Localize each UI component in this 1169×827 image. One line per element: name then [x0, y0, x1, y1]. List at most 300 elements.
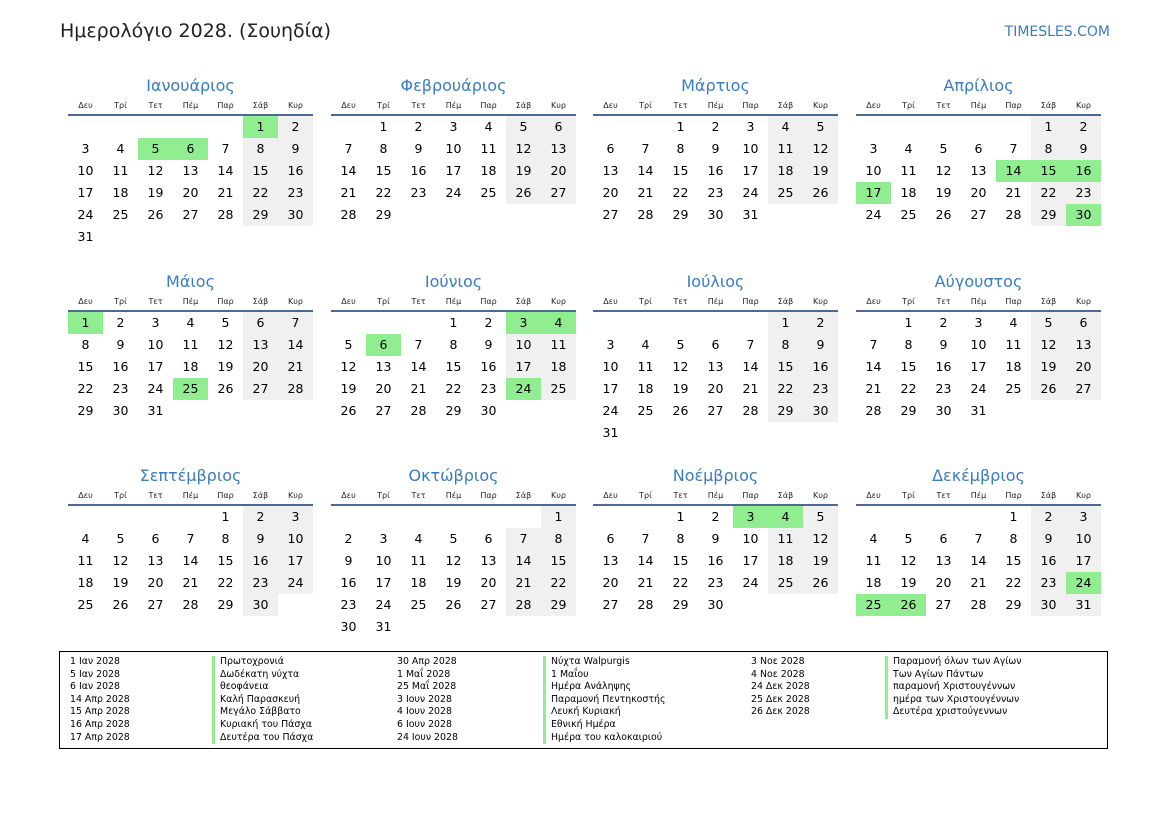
- month-block: [856, 464, 1101, 616]
- holiday-name: ημέρα των Χριστουγέννων: [893, 693, 1020, 705]
- holiday-day-cell: 6: [173, 138, 208, 160]
- day-cell: 14: [865, 359, 882, 374]
- empty-cell: [996, 116, 1031, 138]
- day-cell: 11: [77, 553, 94, 568]
- day-cell: 7: [641, 141, 650, 156]
- day-cell: 24: [445, 185, 462, 200]
- day-cell: 7: [1009, 141, 1018, 156]
- weekday-header: [68, 488, 313, 506]
- day-cell: 9: [484, 337, 493, 352]
- day-cell: 27: [243, 378, 278, 400]
- day-cell: 23: [803, 378, 838, 400]
- day-cell: 26: [112, 597, 129, 612]
- day-cell: 8: [449, 337, 458, 352]
- day-cell: 4: [1009, 315, 1018, 330]
- day-cell: 11: [410, 553, 427, 568]
- day-cell: 14: [410, 359, 427, 374]
- month-block: [68, 270, 313, 422]
- holiday-date: 1 Μαΐ 2028: [397, 668, 451, 680]
- day-cell: 27: [182, 207, 199, 222]
- day-cell: 18: [77, 575, 94, 590]
- day-cell: 6: [939, 531, 948, 546]
- weekday-label: Δευ: [866, 297, 881, 306]
- day-cell: 24: [865, 207, 882, 222]
- day-cell: 28: [1005, 207, 1022, 222]
- weekday-label: Τετ: [936, 101, 951, 110]
- day-cell: 9: [414, 141, 423, 156]
- day-cell: 16: [278, 160, 313, 182]
- weekday-label: Δευ: [341, 297, 356, 306]
- day-cell: 19: [506, 160, 541, 182]
- day-cell: 23: [480, 381, 497, 396]
- day-cell: 5: [939, 141, 948, 156]
- month-name: Ιανουάριος: [146, 76, 235, 95]
- weekday-label: Σάβ: [777, 101, 794, 110]
- day-cell: 7: [746, 337, 755, 352]
- day-cell: 25: [410, 597, 427, 612]
- day-cell: 11: [768, 138, 803, 160]
- day-cell: 21: [865, 381, 882, 396]
- day-cell: 1: [676, 119, 685, 134]
- empty-cell: [628, 116, 663, 138]
- weekday-label: Τετ: [673, 297, 688, 306]
- month-name: Οκτώβριος: [408, 466, 499, 485]
- day-cell: 8: [1031, 138, 1066, 160]
- day-cell: 8: [379, 141, 388, 156]
- day-cell: 17: [970, 359, 987, 374]
- day-cell: 23: [278, 182, 313, 204]
- day-cell: 12: [900, 553, 917, 568]
- day-cell: 29: [77, 403, 94, 418]
- day-cell: 6: [974, 141, 983, 156]
- weekday-label: Κυρ: [813, 101, 828, 110]
- day-cell: 18: [768, 160, 803, 182]
- month-block: [331, 270, 576, 422]
- day-cell: 29: [1031, 204, 1066, 226]
- weekday-label: Δευ: [341, 101, 356, 110]
- day-cell: 8: [243, 138, 278, 160]
- month-name: Ιούνιος: [424, 272, 483, 291]
- day-cell: 28: [217, 207, 234, 222]
- day-cell: 3: [379, 531, 388, 546]
- weekday-label: Τετ: [148, 101, 163, 110]
- day-cell: 8: [541, 528, 576, 550]
- empty-cell: [331, 506, 366, 528]
- day-cell: 2: [1066, 116, 1101, 138]
- day-cell: 2: [939, 315, 948, 330]
- day-cell: 22: [243, 182, 278, 204]
- day-cell: 22: [900, 381, 917, 396]
- holiday-date: 14 Απρ 2028: [70, 693, 130, 705]
- weekday-label: Τρί: [377, 101, 390, 110]
- day-cell: 20: [541, 160, 576, 182]
- day-cell: 26: [506, 182, 541, 204]
- weekday-label: Τρί: [114, 491, 127, 500]
- holiday-name: θεοφάνεια: [220, 681, 269, 693]
- weekday-label: Παρ: [742, 101, 759, 110]
- weekday-label: Τετ: [936, 491, 951, 500]
- month-block: [68, 74, 313, 248]
- holiday-day-cell: 4: [768, 506, 803, 528]
- day-cell: 16: [340, 575, 357, 590]
- empty-cell: [208, 116, 243, 138]
- day-cell: 3: [81, 141, 90, 156]
- day-cell: 15: [900, 359, 917, 374]
- day-cell: 1: [768, 312, 803, 334]
- day-cell: 4: [768, 116, 803, 138]
- day-cell: 4: [869, 531, 878, 546]
- day-cell: 19: [217, 359, 234, 374]
- day-cell: 10: [602, 359, 619, 374]
- day-cell: 29: [672, 207, 689, 222]
- day-cell: 16: [112, 359, 129, 374]
- holiday-day-cell: 1: [68, 312, 103, 334]
- day-cell: 26: [672, 403, 689, 418]
- holiday-legend: [59, 651, 1108, 749]
- month-block: [68, 464, 313, 616]
- empty-cell: [593, 116, 628, 138]
- day-cell: 27: [602, 207, 619, 222]
- empty-cell: [926, 506, 961, 528]
- day-cell: 19: [147, 185, 164, 200]
- day-cell: 26: [803, 572, 838, 594]
- day-cell: 23: [1031, 572, 1066, 594]
- weekday-label: Σάβ: [1040, 101, 1057, 110]
- day-cell: 1: [904, 315, 913, 330]
- site-link[interactable]: TIMESLES.COM: [1004, 24, 1110, 40]
- weekday-label: Σάβ: [252, 491, 269, 500]
- day-cell: 6: [1066, 312, 1101, 334]
- weekday-label: Κυρ: [813, 297, 828, 306]
- day-cell: 18: [865, 575, 882, 590]
- day-cell: 10: [742, 141, 759, 156]
- day-cell: 18: [900, 185, 917, 200]
- day-cell: 16: [707, 163, 724, 178]
- day-cell: 12: [803, 528, 838, 550]
- day-cell: 21: [217, 185, 234, 200]
- day-cell: 20: [602, 185, 619, 200]
- holiday-date: 6 Ιουν 2028: [397, 718, 452, 730]
- holiday-day-cell: 25: [173, 378, 208, 400]
- day-cell: 6: [151, 531, 160, 546]
- weekday-label: Τρί: [377, 297, 390, 306]
- day-cell: 18: [1005, 359, 1022, 374]
- weekday-label: Πέμ: [445, 297, 462, 306]
- holiday-day-cell: 4: [541, 312, 576, 334]
- weekday-label: Παρ: [217, 491, 234, 500]
- day-cell: 15: [672, 553, 689, 568]
- day-cell: 13: [602, 553, 619, 568]
- weekday-label: Τετ: [936, 297, 951, 306]
- days-grid: [856, 312, 1101, 422]
- day-cell: 25: [768, 182, 803, 204]
- month-name: Μάρτιος: [681, 76, 750, 95]
- day-cell: 10: [375, 553, 392, 568]
- legend-names-col-2: [543, 656, 665, 744]
- day-cell: 14: [637, 163, 654, 178]
- day-cell: 2: [711, 509, 720, 524]
- holiday-date: 24 Δεκ 2028: [751, 681, 810, 693]
- day-cell: 29: [1005, 597, 1022, 612]
- holiday-day-cell: 15: [1031, 160, 1066, 182]
- day-cell: 29: [900, 403, 917, 418]
- day-cell: 1: [1009, 509, 1018, 524]
- day-cell: 1: [676, 509, 685, 524]
- day-cell: 22: [1031, 182, 1066, 204]
- weekday-label: Τρί: [114, 297, 127, 306]
- day-cell: 26: [445, 597, 462, 612]
- holiday-date: 3 Νοε 2028: [751, 656, 805, 667]
- month-name: Ιούλιος: [686, 272, 745, 291]
- empty-cell: [366, 312, 401, 334]
- weekday-label: Παρ: [480, 491, 497, 500]
- weekday-label: Δευ: [341, 491, 356, 500]
- day-cell: 16: [803, 356, 838, 378]
- day-cell: 24: [742, 185, 759, 200]
- weekday-label: Πέμ: [707, 491, 724, 500]
- day-cell: 9: [711, 141, 720, 156]
- day-cell: 20: [375, 381, 392, 396]
- day-cell: 12: [803, 138, 838, 160]
- day-cell: 23: [1066, 182, 1101, 204]
- weekday-label: Σάβ: [777, 297, 794, 306]
- day-cell: 22: [445, 381, 462, 396]
- day-cell: 27: [707, 403, 724, 418]
- empty-cell: [856, 312, 891, 334]
- weekday-label: Δευ: [603, 491, 618, 500]
- day-cell: 22: [217, 575, 234, 590]
- day-cell: 7: [414, 337, 423, 352]
- day-cell: 30: [1031, 594, 1066, 616]
- day-cell: 4: [186, 315, 195, 330]
- empty-cell: [856, 116, 891, 138]
- weekday-label: Κυρ: [1076, 491, 1091, 500]
- day-cell: 3: [449, 119, 458, 134]
- weekday-label: Σάβ: [777, 491, 794, 500]
- day-cell: 29: [672, 597, 689, 612]
- day-cell: 18: [637, 381, 654, 396]
- month-name: Νοέμβριος: [672, 466, 759, 485]
- days-grid: [331, 312, 576, 422]
- day-cell: 21: [637, 185, 654, 200]
- weekday-label: Τετ: [411, 491, 426, 500]
- day-cell: 16: [1031, 550, 1066, 572]
- day-cell: 21: [637, 575, 654, 590]
- day-cell: 25: [637, 403, 654, 418]
- day-cell: 2: [803, 312, 838, 334]
- empty-cell: [68, 506, 103, 528]
- day-cell: 29: [768, 400, 803, 422]
- day-cell: 15: [243, 160, 278, 182]
- holiday-day-cell: 16: [1066, 160, 1101, 182]
- day-cell: 20: [147, 575, 164, 590]
- empty-cell: [698, 312, 733, 334]
- month-name: Δεκέμβριος: [932, 466, 1025, 485]
- day-cell: 30: [803, 400, 838, 422]
- weekday-label: Τετ: [673, 101, 688, 110]
- day-cell: 22: [541, 572, 576, 594]
- weekday-label: Δευ: [78, 101, 93, 110]
- day-cell: 25: [900, 207, 917, 222]
- day-cell: 9: [1031, 528, 1066, 550]
- holiday-day-cell: 30: [1066, 204, 1101, 226]
- page-title: Ημερολόγιο 2028. (Σουηδία): [60, 20, 332, 42]
- empty-cell: [331, 312, 366, 334]
- weekday-label: Τρί: [114, 101, 127, 110]
- day-cell: 4: [484, 119, 493, 134]
- day-cell: 30: [707, 207, 724, 222]
- weekday-label: Σάβ: [252, 297, 269, 306]
- weekday-label: Κυρ: [288, 101, 303, 110]
- day-cell: 15: [375, 163, 392, 178]
- empty-cell: [593, 312, 628, 334]
- day-cell: 13: [541, 138, 576, 160]
- holiday-name: Δευτέρα του Πάσχα: [220, 731, 314, 743]
- day-cell: 8: [1009, 531, 1018, 546]
- day-cell: 21: [1005, 185, 1022, 200]
- weekday-label: Κυρ: [551, 491, 566, 500]
- holiday-name: παραμονή Χριστουγέννων: [893, 681, 1016, 693]
- day-cell: 25: [480, 185, 497, 200]
- day-cell: 28: [970, 597, 987, 612]
- empty-cell: [401, 312, 436, 334]
- holiday-date: 4 Ιουν 2028: [397, 706, 452, 718]
- day-cell: 27: [970, 207, 987, 222]
- day-cell: 27: [480, 597, 497, 612]
- day-cell: 7: [506, 528, 541, 550]
- day-cell: 11: [1005, 337, 1022, 352]
- day-cell: 15: [445, 359, 462, 374]
- day-cell: 8: [221, 531, 230, 546]
- day-cell: 29: [375, 207, 392, 222]
- day-cell: 20: [707, 381, 724, 396]
- day-cell: 7: [974, 531, 983, 546]
- holiday-day-cell: 25: [856, 594, 891, 616]
- day-cell: 16: [935, 359, 952, 374]
- weekday-label: Πέμ: [182, 101, 199, 110]
- day-cell: 18: [410, 575, 427, 590]
- day-cell: 21: [182, 575, 199, 590]
- day-cell: 24: [375, 597, 392, 612]
- day-cell: 17: [1066, 550, 1101, 572]
- day-cell: 7: [344, 141, 353, 156]
- weekday-header: [331, 488, 576, 506]
- day-cell: 28: [278, 378, 313, 400]
- day-cell: 11: [112, 163, 129, 178]
- day-cell: 15: [541, 550, 576, 572]
- day-cell: 20: [480, 575, 497, 590]
- weekday-label: Κυρ: [1076, 101, 1091, 110]
- holiday-date: 3 Ιουν 2028: [397, 693, 452, 705]
- day-cell: 25: [112, 207, 129, 222]
- day-cell: 7: [641, 531, 650, 546]
- day-cell: 10: [506, 334, 541, 356]
- empty-cell: [138, 116, 173, 138]
- day-cell: 10: [77, 163, 94, 178]
- day-cell: 27: [375, 403, 392, 418]
- day-cell: 5: [904, 531, 913, 546]
- day-cell: 25: [541, 378, 576, 400]
- day-cell: 13: [182, 163, 199, 178]
- day-cell: 5: [1031, 312, 1066, 334]
- weekday-label: Δευ: [78, 297, 93, 306]
- holiday-date: 1 Ιαν 2028: [70, 656, 120, 667]
- weekday-label: Δευ: [603, 297, 618, 306]
- month-block: [593, 270, 838, 444]
- weekday-label: Κυρ: [551, 101, 566, 110]
- weekday-label: Τετ: [673, 491, 688, 500]
- day-cell: 20: [935, 575, 952, 590]
- weekday-label: Σάβ: [252, 101, 269, 110]
- month-block: [856, 74, 1101, 226]
- weekday-label: Παρ: [217, 101, 234, 110]
- day-cell: 28: [742, 403, 759, 418]
- day-cell: 12: [445, 553, 462, 568]
- weekday-label: Κυρ: [288, 297, 303, 306]
- holiday-date: 4 Νοε 2028: [751, 668, 805, 680]
- day-cell: 5: [116, 531, 125, 546]
- holiday-date: 6 Ιαν 2028: [70, 681, 120, 693]
- day-cell: 4: [641, 337, 650, 352]
- weekday-label: Πέμ: [970, 101, 987, 110]
- holiday-name: Πρωτοχρονιά: [220, 656, 284, 667]
- day-cell: 3: [1066, 506, 1101, 528]
- day-cell: 19: [803, 160, 838, 182]
- days-grid: [593, 312, 838, 444]
- holiday-date: 30 Απρ 2028: [397, 656, 457, 667]
- day-cell: 16: [410, 163, 427, 178]
- day-cell: 20: [602, 575, 619, 590]
- day-cell: 10: [147, 337, 164, 352]
- day-cell: 22: [672, 185, 689, 200]
- empty-cell: [103, 506, 138, 528]
- day-cell: 29: [243, 204, 278, 226]
- day-cell: 9: [803, 334, 838, 356]
- day-cell: 13: [243, 334, 278, 356]
- weekday-label: Τρί: [639, 297, 652, 306]
- day-cell: 2: [484, 315, 493, 330]
- day-cell: 10: [970, 337, 987, 352]
- day-cell: 26: [340, 403, 357, 418]
- days-grid: [68, 312, 313, 422]
- weekday-label: Παρ: [217, 297, 234, 306]
- day-cell: 30: [278, 204, 313, 226]
- days-grid: [856, 116, 1101, 226]
- day-cell: 14: [970, 553, 987, 568]
- days-grid: [68, 506, 313, 616]
- day-cell: 19: [340, 381, 357, 396]
- weekday-label: Τετ: [148, 297, 163, 306]
- day-cell: 17: [278, 550, 313, 572]
- day-cell: 13: [147, 553, 164, 568]
- weekday-label: Πέμ: [182, 297, 199, 306]
- day-cell: 17: [77, 185, 94, 200]
- day-cell: 19: [672, 381, 689, 396]
- weekday-label: Τετ: [148, 491, 163, 500]
- day-cell: 21: [340, 185, 357, 200]
- days-grid: [593, 116, 838, 226]
- day-cell: 25: [1005, 381, 1022, 396]
- day-cell: 30: [707, 597, 724, 612]
- holiday-name: Εθνική Ημέρα: [551, 718, 616, 730]
- weekday-label: Σάβ: [515, 297, 532, 306]
- weekday-label: Παρ: [480, 101, 497, 110]
- weekday-label: Παρ: [742, 491, 759, 500]
- holiday-date: 25 Μαΐ 2028: [397, 681, 457, 693]
- day-cell: 12: [147, 163, 164, 178]
- weekday-label: Σάβ: [1040, 297, 1057, 306]
- weekday-label: Σάβ: [515, 491, 532, 500]
